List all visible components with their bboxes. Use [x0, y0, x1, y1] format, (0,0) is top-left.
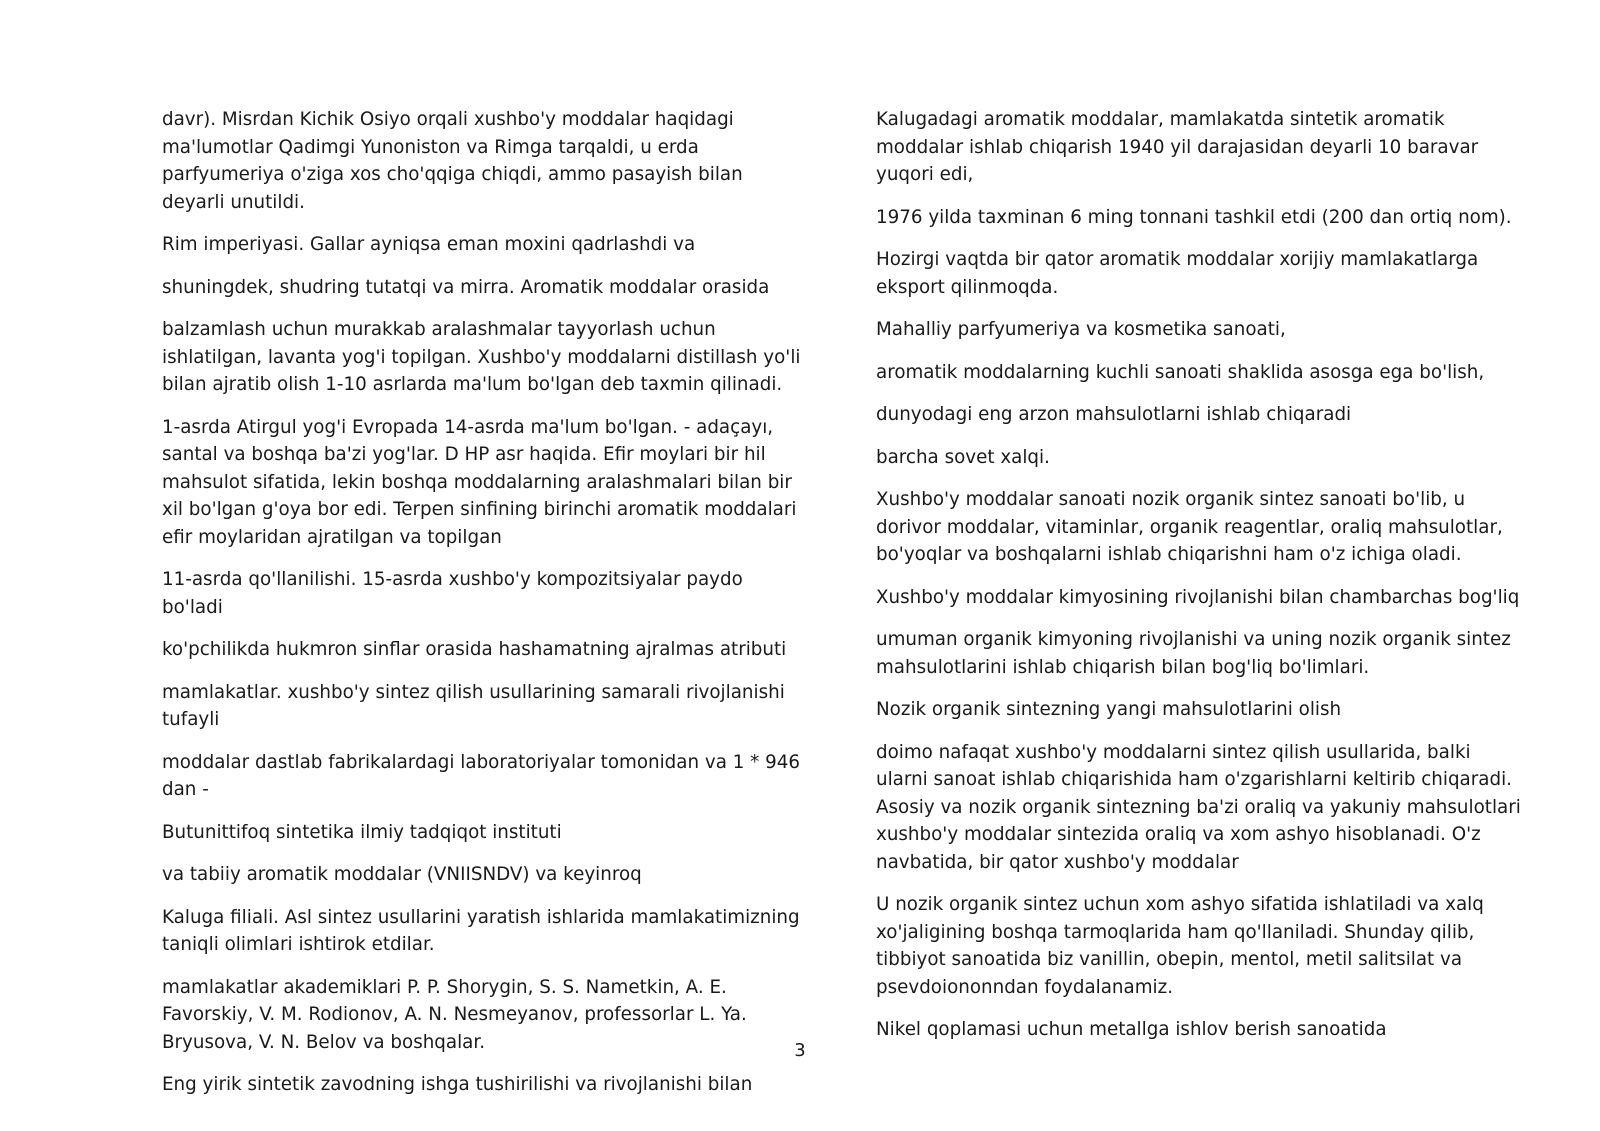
paragraph: 1976 yilda taxminan 6 ming tonnani tashkil etdi (200 dan ortiq nom).: [876, 206, 1512, 228]
paragraph: U nozik organik sintez uchun xom ashyo sifatida ishlatiladi va xalq xo'jaligining boshqa tarmoqlarida ham qo'llaniladi. Shunday qilib, tibbiyot sanoatida biz vanillin, obepin, mentol, metil salitsilat va psevdoiononndan foydalanamiz.: [876, 894, 1484, 998]
paragraph: barcha sovet xalqi.: [876, 446, 1050, 468]
paragraph: Kaluga filiali. Asl sintez usullarini yaratish ishlarida mamlakatimizning taniqli olimlari ishtirok etdilar.: [162, 906, 800, 955]
paragraph: Mahalliy parfyumeriya va kosmetika sanoati,: [876, 319, 1286, 340]
paragraph: Butunittifoq sintetika ilmiy tadqiqot instituti: [162, 821, 562, 843]
paragraph: mamlakatlar akademiklari P. P. Shorygin, S. S. Nametkin, A. E. Favorskiy, V. M. Rodionov, A. N. Nesmeyanov, professorlar L. Ya. Bryusova, V. N. Belov va boshqalar.: [162, 976, 747, 1053]
paragraph: Nikel qoplamasi uchun metallga ishlov berish sanoatida: [876, 1019, 1387, 1040]
paragraph: umuman organik kimyoning rivojlanishi va uning nozik organik sintez mahsulotlarini ishlab chiqarish bilan bog'liq bo'limlari.: [876, 629, 1511, 678]
paragraph: Kalugadagi aromatik moddalar, mamlakatda sintetik aromatik moddalar ishlab chiqarish 1940 yil darajasidan deyarli 10 baravar yuqori edi,: [876, 109, 1479, 185]
right-column: [876, 106, 1521, 1059]
paragraph: Xushbo'y moddalar kimyosining rivojlanishi bilan chambarchas bog'liq: [876, 586, 1520, 608]
paragraph: doimo nafaqat xushbo'y moddalarni sintez qilish usullarida, balki ularni sanoat ishlab chiqarishida ham o'zgarishlarni keltirib chiqaradi. Asosiy va nozik organik sintezning ba'zi oraliq va yakuniy mahsulotlari xushbo'y moddalar sintezida oraliq va xom ashyo hisoblanadi. O'z navbatida, bir qator xushbo'y moddalar: [876, 741, 1521, 873]
paragraph: aromatik moddalarning kuchli sanoati shaklida asosga ega bo'lish,: [876, 361, 1485, 383]
paragraph: Rim imperiyasi. Gallar ayniqsa eman moxini qadrlashdi va: [162, 234, 696, 255]
paragraph: 11-asrda qo'llanilishi. 15-asrda xushbo'y kompozitsiyalar paydo bo'ladi: [162, 569, 743, 618]
paragraph: Hozirgi vaqtda bir qator aromatik moddalar xorijiy mamlakatlarga eksport qilinmoqda.: [876, 249, 1479, 298]
paragraph: Xushbo'y moddalar sanoati nozik organik sintez sanoati bo'lib, u dorivor moddalar, vitaminlar, organik reagentlar, oraliq mahsulotlar, bo'yoqlar va boshqalarni ishlab chiqarishni ham o'z ichiga oladi.: [876, 489, 1503, 565]
page-number: 3: [794, 1040, 806, 1061]
paragraph: shuningdek, shudring tutatqi va mirra. Aromatik moddalar orasida: [162, 276, 770, 298]
paragraph: mamlakatlar. xushbo'y sintez qilish usullarining samarali rivojlanishi tufayli: [162, 681, 785, 730]
paragraph: moddalar dastlab fabrikalardagi laboratoriyalar tomonidan va 1 * 946 dan -: [162, 751, 800, 800]
paragraph: 1-asrda Atirgul yog'i Evropada 14-asrda ma'lum bo'lgan. - adaçayı, santal va boshqa ba'zi yog'lar. D HP asr haqida. Efir moylari bir hil mahsulot sifatida, lekin boshqa moddalarning aralashmalari bilan bir xil bo'lgan g'oya bor edi. Terpen sinfining birinchi aromatik moddalari efir moylaridan ajratilgan va topilgan: [162, 416, 797, 548]
paragraph: balzamlash uchun murakkab aralashmalar tayyorlash uchun ishlatilgan, lavanta yog'i topilgan. Xushbo'y moddalarni distillash yo'li bilan ajratib olish 1-10 asrlarda ma'lum bo'lgan deb taxmin qilinadi.: [162, 319, 801, 395]
paragraph: ko'pchilikda hukmron sinflar orasida hashamatning ajralmas atributi: [162, 639, 787, 660]
paragraph: dunyodagi eng arzon mahsulotlarni ishlab chiqaradi: [876, 404, 1352, 425]
paragraph: Eng yirik sintetik zavodning ishga tushirilishi va rivojlanishi bilan: [162, 1074, 753, 1095]
paragraph: davr). Misrdan Kichik Osiyo orqali xushbo'y moddalar haqidagi ma'lumotlar Qadimgi Yunoniston va Rimga tarqaldi, u erda parfyumeriya o'ziga xos cho'qqiga chiqdi, ammo pasayish bilan deyarli unutildi.: [162, 109, 743, 213]
paragraph: va tabiiy aromatik moddalar (VNIISNDV) va keyinroq: [162, 864, 642, 885]
paragraph: Nozik organik sintezning yangi mahsulotlarini olish: [876, 699, 1342, 720]
left-column: [162, 106, 807, 1114]
